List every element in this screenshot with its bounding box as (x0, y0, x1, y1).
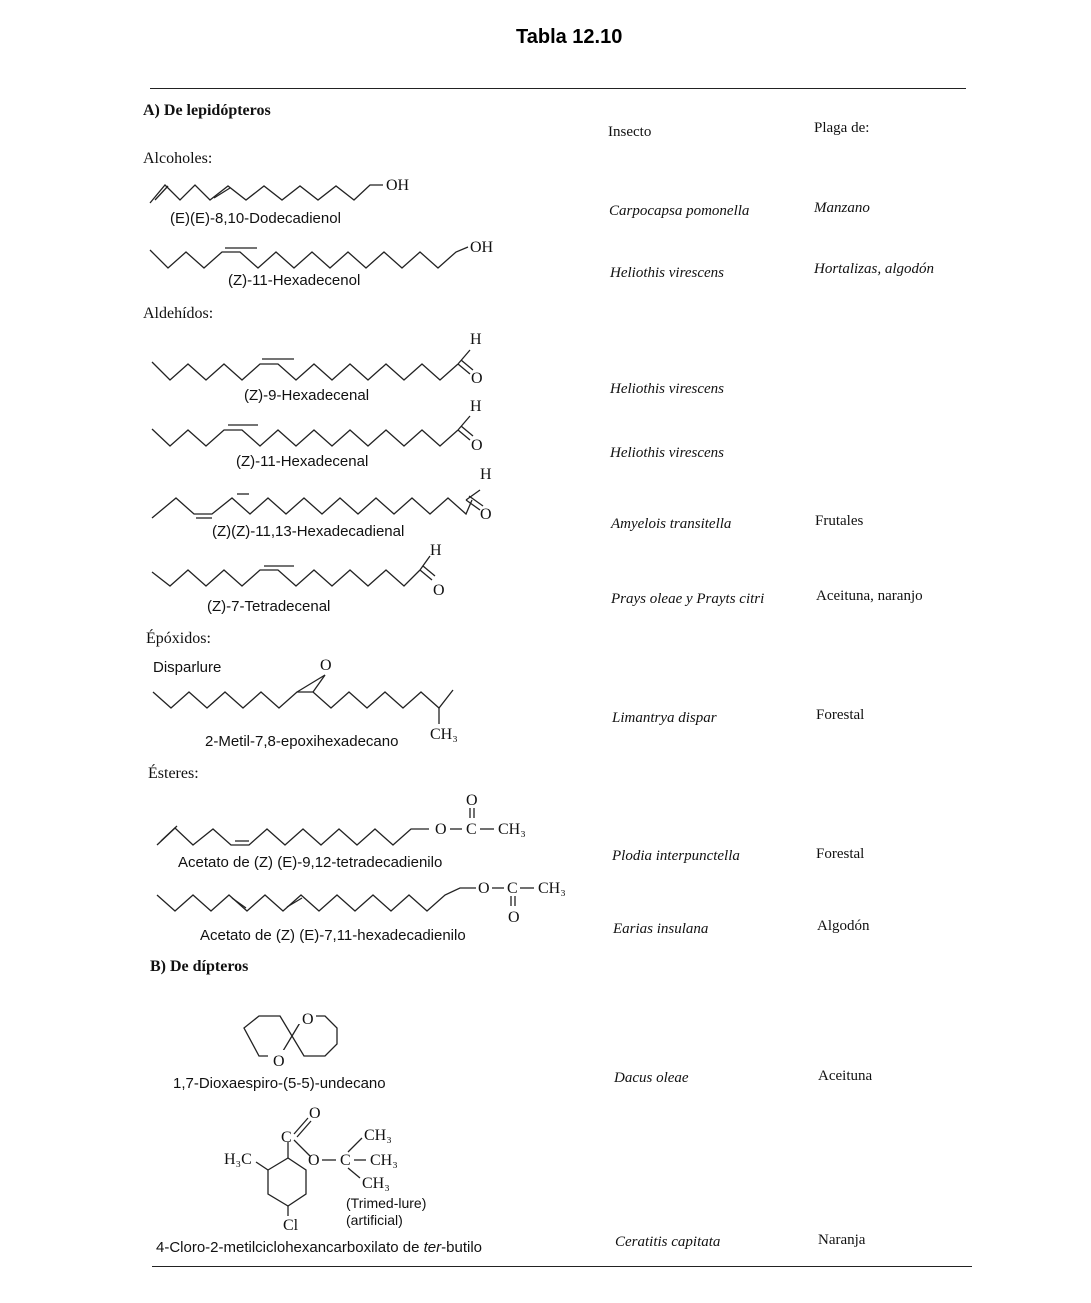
atom-o: O (480, 506, 492, 523)
structure-hexadecenal-11 (152, 398, 483, 454)
structure-dodecadienol (150, 177, 410, 203)
category-epoxidos: Épóxidos: (146, 630, 211, 647)
compound-name: (Z)(Z)-11,13-Hexadecadienal (212, 523, 405, 540)
atom-ch3: CH₃ (430, 726, 458, 743)
compound-label: (artificial) (346, 1212, 403, 1228)
compound-name: (Z)-7-Tetradecenal (207, 598, 331, 615)
atom-h3c: H₃C (224, 1151, 252, 1168)
plaga-header: Plaga de: (814, 120, 870, 136)
compound-name: (E)(E)-8,10-Dodecadienol (170, 210, 341, 227)
insect-name: Plodia interpunctella (612, 848, 740, 864)
compound-name: 1,7-Dioxaespiro-(5-5)-undecano (173, 1075, 386, 1092)
atom-h: H (470, 398, 482, 415)
structure-disparlure (153, 657, 458, 743)
atom-ch3: CH₃ (498, 821, 526, 838)
compound-label: (Trimed-lure) (346, 1195, 427, 1211)
compound-name: 2-Metil-7,8-epoxihexadecano (205, 733, 399, 750)
atom-o: O (433, 582, 445, 599)
atom-o: O (471, 370, 483, 387)
atom-c: C (281, 1129, 292, 1146)
insect-name: Amyelois transitella (611, 516, 732, 532)
category-alcoholes: Alcoholes: (143, 150, 213, 167)
insect-name: Limantrya dispar (612, 710, 717, 726)
structure-spiroketal (244, 1008, 337, 1070)
atom-ch3: CH₃ (538, 880, 566, 897)
category-aldehidos: Aldehídos: (143, 305, 214, 322)
plaga-value: Algodón (817, 918, 870, 934)
insect-name: Dacus oleae (614, 1070, 689, 1086)
atom-oh: OH (470, 239, 494, 256)
atom-h: H (480, 466, 492, 483)
atom-ch3: CH₃ (370, 1152, 398, 1169)
atom-o: O (508, 909, 520, 926)
atom-ch3: CH₃ (364, 1127, 392, 1144)
plaga-value: Hortalizas, algodón (814, 261, 935, 277)
atom-o: O (308, 1152, 320, 1169)
compound-name: (Z)-9-Hexadecenal (244, 387, 370, 404)
compound-name: (Z)-11-Hexadecenal (236, 453, 369, 470)
atom-o: O (273, 1053, 285, 1070)
insect-name: Heliothis virescens (610, 381, 725, 397)
category-esteres: Ésteres: (148, 765, 199, 782)
ester-tail: O (435, 821, 447, 838)
structure-hexadecenal-9 (152, 331, 483, 387)
insect-name: Heliothis virescens (610, 445, 725, 461)
insecto-header: Insecto (608, 124, 652, 140)
insect-name: Carpocapsa pomonella (609, 203, 750, 219)
atom-c: C (466, 821, 477, 838)
ester-tail: O (478, 880, 490, 897)
insect-name: Ceratitis capitata (615, 1234, 721, 1250)
plaga-value: Forestal (816, 707, 865, 723)
atom-o: O (302, 1011, 314, 1028)
plaga-value: Aceituna, naranjo (816, 588, 923, 604)
structure-tetradecenal (152, 542, 445, 599)
atom-h: H (470, 331, 482, 348)
structure-hexadecenol (150, 239, 494, 268)
compound-label: Disparlure (153, 659, 222, 676)
section-a-heading: A) De lepidópteros (143, 102, 271, 119)
plaga-value: Forestal (816, 846, 865, 862)
insect-name: Earias insulana (613, 921, 709, 937)
atom-c: C (340, 1152, 351, 1169)
structure-trimedlure (224, 1105, 426, 1234)
atom-o: O (320, 657, 332, 674)
table-title: Tabla 12.10 (516, 26, 623, 48)
atom-c: C (507, 880, 518, 897)
atom-cl: Cl (283, 1217, 299, 1234)
plaga-value: Aceituna (818, 1068, 873, 1084)
atom-ch3: CH₃ (362, 1175, 390, 1192)
compound-name: Acetato de (Z) (E)-7,11-hexadecadienilo (200, 927, 466, 944)
atom-oh: OH (386, 177, 410, 194)
atom-o: O (466, 792, 478, 809)
plaga-value: Naranja (818, 1232, 866, 1248)
structure-hexadecadienal (152, 466, 492, 523)
structure-hexadecadienyl-acetate (157, 880, 566, 926)
atom-o: O (309, 1105, 321, 1122)
section-b-heading: B) De dípteros (150, 958, 249, 975)
compound-name: 4-Cloro-2-metilciclohexancarboxilato de ter-butilo (156, 1239, 482, 1256)
insect-name: Prays oleae y Prayts citri (611, 591, 765, 607)
atom-h: H (430, 542, 442, 559)
compound-name: (Z)-11-Hexadecenol (228, 272, 361, 289)
plaga-value: Frutales (815, 513, 864, 529)
compound-name: Acetato de (Z) (E)-9,12-tetradecadienilo (178, 854, 443, 871)
atom-o: O (471, 437, 483, 454)
plaga-value: Manzano (814, 200, 870, 216)
structure-tetradecadienyl-acetate (157, 792, 526, 845)
insect-name: Heliothis virescens (610, 265, 725, 281)
